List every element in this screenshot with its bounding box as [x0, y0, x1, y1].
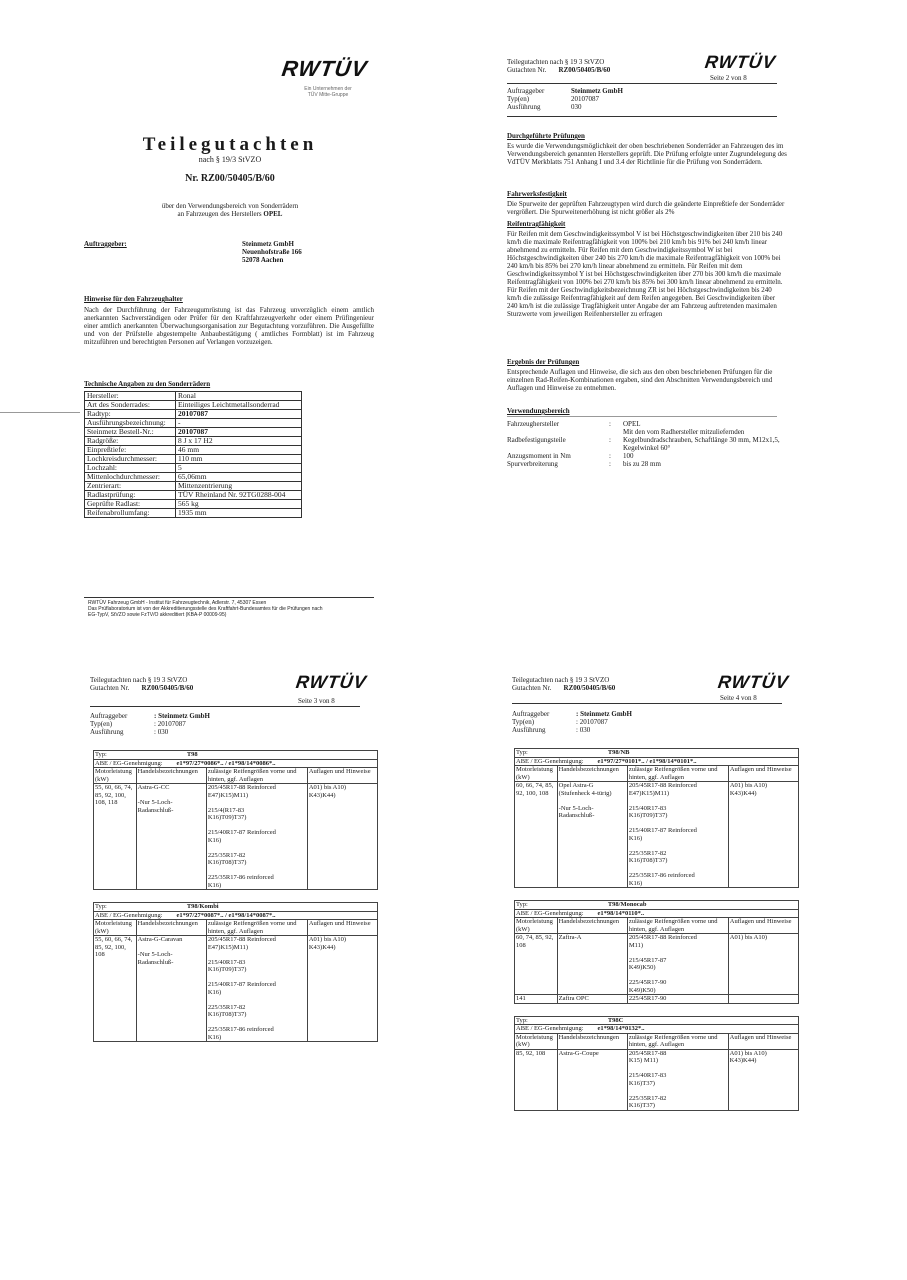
spec-value: 565 kg — [176, 500, 302, 509]
page-2-header — [507, 58, 610, 74]
typ-row — [94, 751, 378, 760]
column-header: Auflagen und Hinweise — [307, 920, 377, 936]
client-address — [242, 240, 302, 264]
tire-load-text: Für Reifen mit dem Geschwindigkeitssymbol V ist bei Höchstgeschwindigkeiten über 210 bis 240 km/h die maximale Reifentragfähigkeit von 100% bei 210 km/h bis 91% bei 240 km/h linear abnehmend zu ermitteln. Für Reifen mit dem Geschwindigkeitssymbol W ist bei Höchstgeschwindigkeiten über 240 bis 270 km/h die maximale Reifentragfähigkeit von 100% bei 240 km/h bis 85% bei 270 km/h linear abnehmend zu ermitteln. Für Reifen mit dem Geschwindigkeitssymbol Y ist bei Höchstgeschwindigkeiten über 270 bis 300 km/h die maximale Reifentragfähigkeit von 100% bei 270 km/h bis 85% bei 300 km/h linear abnehmend zu ermitteln. Für Reifen mit der Geschwindigkeitsbezeichnung ZR ist bei Höchstgeschwindigkeiten bis 240 km/h die zulässige Reifentragfähigkeit auf dem Reifen angegeben. Bei Geschwindigkeiten über 240 km/h ist die zulässige Tragfähigkeit unter Angabe der am Fahrzeug auftretenden maximalen Sturzwerte vom jeweiligen Reifenhersteller zu erfragen — [507, 230, 783, 318]
usage-row — [507, 420, 787, 428]
column-header: zulässige Reifengrößen vorne und hinten, ggf. Auflagen — [206, 920, 307, 936]
meta-label: Auftraggeber — [512, 710, 550, 718]
meta-value: : 030 — [154, 728, 169, 736]
chassis-heading: Fahrwerksfestigkeit — [507, 190, 567, 198]
page-2 — [500, 52, 800, 492]
table-row — [515, 1049, 799, 1110]
spec-label: Radtyp: — [85, 410, 176, 419]
spec-value: 65,06mm — [176, 473, 302, 482]
spec-value: Mittenzentrierung — [176, 482, 302, 491]
column-header: Motorleistung (kW) — [515, 766, 558, 782]
meta-row — [90, 720, 212, 728]
abe-row — [94, 759, 378, 768]
cell-tires: 205/45R17-88 Reinforced E47)K15)M11) 215/40R17-83 K16)T09)T37) 215/40R17-87 Reinforced K16) 225/35R17-82 K16)T08)T37) 225/35R17-86 reinforced K16) — [627, 782, 728, 888]
spec-label: Ausführungsbezeichnung: — [85, 419, 176, 428]
client-name: Steinmetz GmbH — [242, 240, 294, 248]
client-street: Neuenhofstraße 166 — [242, 248, 302, 256]
typ-value: T98 — [186, 751, 198, 758]
column-header: Handelsbezeichnungen — [557, 918, 627, 934]
typ-label: Typ: — [516, 901, 528, 908]
document-title: Teilegutachten — [142, 134, 318, 155]
usage-value: 100 — [623, 452, 634, 460]
header-rule — [507, 83, 777, 84]
meta-table — [507, 87, 625, 111]
table-row — [94, 936, 378, 1042]
abe-value: e1*97/27*0101*.. / e1*98/14*0101*.. — [597, 757, 697, 765]
meta-row — [90, 728, 212, 736]
usage-value: Mit den vom Radhersteller mitzuliefernden Kegelbundradschrauben, Schaftlänge 30 mm, M12x1,5, Kegelwinkel 60° — [623, 428, 780, 452]
spec-value: 8 J x 17 H2 — [176, 437, 302, 446]
cell-tires: 205/45R17-88 Reinforced E47)K15)M11) 215/4(R17-83 K16)T09)T37) 215/40R17-87 Reinforced K16) 225/35R17-82 K16)T08)T37) 225/35R17-86 reinforced K16) — [206, 784, 307, 890]
meta-label: Typ(en) — [512, 718, 535, 726]
column-header: Handelsbezeichnungen — [557, 1033, 627, 1049]
rwtuv-logo: RWTÜV — [280, 56, 370, 81]
typ-row — [515, 749, 799, 758]
typ-row — [515, 1016, 799, 1025]
typ-label: Typ: — [95, 751, 107, 758]
abe-cell — [515, 757, 799, 766]
abe-row — [515, 757, 799, 766]
spec-label: Lochkreisdurchmesser: — [85, 455, 176, 464]
abe-value: e1*97/27*0087*.. / e1*98/14*0087*.. — [176, 911, 276, 919]
typ-cell — [515, 749, 799, 758]
chassis-text: Die Spurweite der geprüften Fahrzeugtypen wird durch die geänderte Einpreßtiefe der Sonderräder vergrößert. Die Spurweitenerhöhung ist nicht größer als 2% — [507, 200, 785, 216]
document-description — [130, 202, 330, 218]
typ-value: T98C — [607, 1016, 624, 1024]
header-title: Teilegutachten nach § 19 3 StVZO — [90, 676, 188, 684]
page-4 — [510, 668, 810, 1168]
abe-label: ABE / EG-Genehmigung: — [95, 911, 163, 919]
meta-table — [90, 712, 212, 736]
spec-row — [85, 509, 302, 518]
tire-load-heading: Reifentragfähigkeit — [507, 220, 566, 228]
usage-value: bis zu 28 mm — [623, 460, 661, 468]
vehicle-table — [514, 748, 799, 888]
vehicle-table — [514, 900, 799, 1004]
cell-kw: 60, 66, 74, 85, 92, 100, 108 — [515, 782, 558, 888]
spec-value: 110 mm — [176, 455, 302, 464]
cell-tires: 205/45R17-88 K15) M11) 215/40R17-83 K16)T37) 225/35R17-82 K16)T37) — [627, 1049, 728, 1110]
column-header-row — [515, 1033, 799, 1049]
description-line-1: über den Verwendungsbereich von Sonderrädern — [161, 202, 299, 210]
usage-label: Radbefestigungsteile — [507, 436, 566, 444]
table-row — [515, 995, 799, 1004]
spec-row — [85, 455, 302, 464]
brand-name: OPEL — [263, 210, 283, 218]
tests-heading: Durchgeführte Prüfungen — [507, 132, 585, 140]
vehicle-tables — [514, 748, 804, 1123]
typ-label: Typ: — [516, 749, 528, 756]
footer-line-2: Das Prüflaboratorium ist von der Akkreditierungsstelle des Kraftfahrt-Bundesamtes für die Prüfungen nach — [88, 606, 323, 612]
usage-value: OPEL — [623, 420, 641, 428]
spec-heading: Technische Angaben zu den Sonderrädern — [84, 380, 211, 388]
cell-name: Astra-G-Coupe — [557, 1049, 627, 1110]
cell-name: Zafira-A — [557, 934, 627, 995]
page-3-header — [90, 676, 193, 692]
usage-heading: Verwendungsbereich — [507, 407, 570, 415]
abe-value: e1*97/27*0086*.. / e1*98/14*0086*.. — [176, 759, 276, 767]
vehicle-tables — [93, 750, 383, 1054]
cell-notes: A01) bis A10) — [728, 934, 798, 995]
vehicle-table — [514, 1016, 799, 1111]
usage-rule — [507, 416, 777, 417]
abe-cell — [94, 911, 378, 920]
spec-value: Ronal — [176, 392, 302, 401]
notes-text: Nach der Durchführung der Fahrzeugumrüstung ist das Fahrzeug unverzüglich einem amtlich anerkannten Sachverständigen oder Prüfer für den Kraftfahrzeugverkehr oder einem Prüfingenieur einer amtlich anerkannten Überwachungsorganisation zur Begutachtung vorzuführen. Die Ausgefüllte und von der Prüfstelle abgestempelte Anbaubestätigung ( amtliches Formblatt) ist im Fahrzeug mitzuführen und berechtigten Personen auf Verlangen vorzuzeigen. — [84, 306, 374, 346]
spec-label: Einpreßtiefe: — [85, 446, 176, 455]
cell-notes: A01) bis A10) K43)K44) — [728, 782, 798, 888]
cell-kw: 60, 74, 85, 92, 108 — [515, 934, 558, 995]
meta-value: 20107087 — [571, 95, 599, 103]
meta-row — [512, 726, 634, 734]
spec-label: Radgröße: — [85, 437, 176, 446]
description-line-2: an Fahrzeugen des Herstellers — [177, 210, 262, 218]
page-3 — [88, 668, 388, 1088]
column-header: Motorleistung (kW) — [94, 768, 137, 784]
page-1 — [70, 40, 400, 630]
spec-value: 20107087 — [176, 428, 302, 437]
abe-label: ABE / EG-Genehmigung: — [516, 757, 584, 765]
usage-colon: : — [609, 452, 611, 460]
header-rule — [512, 703, 782, 704]
cell-notes: A01) bis A10) K43)K44) — [728, 1049, 798, 1110]
column-header: zulässige Reifengrößen vorne und hinten, ggf. Auflagen — [627, 1033, 728, 1049]
usage-label: Spurverbreiterung — [507, 460, 558, 468]
logo-sub-line-1: Ein Unternehmen der — [304, 86, 352, 92]
header-label: Gutachten Nr. — [90, 684, 130, 692]
abe-cell — [515, 1025, 799, 1034]
meta-value: Steinmetz GmbH — [571, 87, 623, 95]
meta-label: Ausführung — [90, 728, 124, 736]
cell-notes — [728, 995, 798, 1004]
spec-label: Zentrierart: — [85, 482, 176, 491]
usage-table — [507, 420, 787, 468]
meta-row — [512, 710, 634, 718]
meta-rule — [507, 116, 777, 117]
spec-value: 46 mm — [176, 446, 302, 455]
spec-value: TÜV Rheinland Nr. 92TG0288-004 — [176, 491, 302, 500]
cell-name: Astra-G-CC -Nur 5-Loch-Radanschluß- — [136, 784, 206, 890]
typ-cell — [515, 901, 799, 910]
column-header-row — [515, 766, 799, 782]
meta-label: Ausführung — [512, 726, 546, 734]
column-header: Handelsbezeichnungen — [557, 766, 627, 782]
typ-value: T98/Monocab — [607, 901, 647, 908]
meta-value: : 20107087 — [576, 718, 608, 726]
spec-value: 20107087 — [176, 410, 302, 419]
meta-row — [507, 95, 625, 103]
cell-name: Opel Astra-G (Stufenheck 4-türig) -Nur 5-Loch-Radanschluß- — [557, 782, 627, 888]
spec-value: - — [176, 419, 302, 428]
cell-kw: 55, 60, 66, 74, 85, 92, 100, 108, 118 — [94, 784, 137, 890]
abe-value: e1*98/14*0110*.. — [597, 909, 645, 917]
meta-label: Auftraggeber — [507, 87, 545, 95]
meta-row — [512, 718, 634, 726]
result-heading: Ergebnis der Prüfungen — [507, 358, 580, 366]
rwtuv-logo: RWTÜV — [294, 672, 369, 692]
column-header: Motorleistung (kW) — [515, 918, 558, 934]
cell-notes: A01) bis A10) K43)K44) — [307, 784, 377, 890]
column-header-row — [94, 920, 378, 936]
table-row — [94, 784, 378, 890]
column-header: Motorleistung (kW) — [94, 920, 137, 936]
meta-table — [512, 710, 634, 734]
spec-value: Einteiliges Leichtmetallsonderrad — [176, 401, 302, 410]
footer-line-1: RWTÜV Fahrzeug GmbH - Institut für Fahrzeugtechnik, Adlerstr. 7, 45307 Essen — [88, 600, 267, 606]
column-header: zulässige Reifengrößen vorne und hinten, ggf. Auflagen — [206, 768, 307, 784]
footer-line-3: EG-TypV, StVZO sowie FzTV/O akkreditiert (KBA-P 00009-95) — [88, 612, 227, 618]
typ-cell — [94, 903, 378, 912]
abe-label: ABE / EG-Genehmigung: — [516, 1025, 584, 1032]
cell-tires: 225/45R17-90 — [627, 995, 728, 1004]
meta-row — [90, 712, 212, 720]
client-city: 52078 Aachen — [242, 256, 284, 264]
spec-label: Art des Sonderrades: — [85, 401, 176, 410]
meta-value: 030 — [571, 103, 582, 111]
cell-notes: A01) bis A10) K43)K44) — [307, 936, 377, 1042]
scan-artifact-line — [0, 412, 80, 413]
column-header-row — [515, 918, 799, 934]
cell-tires: 205/45R17-88 Reinforced M11) 215/45R17-87 K49)K50) 225/45R17-90 K49)K50) — [627, 934, 728, 995]
typ-value: T98/NB — [607, 749, 630, 756]
meta-value: : Steinmetz GmbH — [576, 710, 632, 718]
spec-label: Lochzahl: — [85, 464, 176, 473]
abe-row — [94, 911, 378, 920]
usage-colon: : — [609, 420, 611, 428]
usage-colon: : — [609, 436, 611, 444]
header-title: Teilegutachten nach § 19 3 StVZO — [507, 58, 605, 66]
meta-row — [507, 87, 625, 95]
page-4-header — [512, 676, 615, 692]
vehicle-table — [93, 902, 378, 1042]
column-header: Handelsbezeichnungen — [136, 920, 206, 936]
usage-colon: : — [609, 460, 611, 468]
logo-subtitle — [288, 86, 368, 98]
cell-tires: 205/45R17-88 Reinforced E47)K15)M11) 215/40R17-83 K16)T09)T37) 215/40R17-87 Reinforced K16) 225/35R17-82 K16)T08)T37) 225/35R17-86 reinforced K16) — [206, 936, 307, 1042]
document-number: Nr. RZ00/50405/B/60 — [185, 173, 275, 184]
spec-label: Reifenabrollumfang: — [85, 509, 176, 518]
page-number: Seite 4 von 8 — [720, 694, 757, 702]
page-number: Seite 3 von 8 — [298, 697, 335, 705]
spec-value: 5 — [176, 464, 302, 473]
cell-name: Zafira OPC — [557, 995, 627, 1004]
client-label: Auftraggeber: — [84, 240, 127, 248]
meta-value: : 030 — [576, 726, 591, 734]
column-header: Auflagen und Hinweise — [307, 768, 377, 784]
meta-value: : 20107087 — [154, 720, 186, 728]
usage-label: Fahrzeughersteller — [507, 420, 560, 428]
header-title: Teilegutachten nach § 19 3 StVZO — [512, 676, 610, 684]
abe-cell — [94, 759, 378, 768]
header-label: Gutachten Nr. — [512, 684, 552, 692]
header-number: RZ00/50405/B/60 — [563, 684, 616, 692]
meta-value: : Steinmetz GmbH — [154, 712, 210, 720]
result-text: Entsprechende Auflagen und Hinweise, die sich aus den oben beschriebenen Prüfungen für die einzelnen Rad-Reifen-Kombinationen ergaben, sind den Abschnitten Verwendungsbereich und Auflagen und Hinweise zu entnehmen. — [507, 368, 773, 392]
abe-label: ABE / EG-Genehmigung: — [516, 909, 584, 917]
document-subtitle: nach § 19/3 StVZO — [198, 155, 262, 164]
typ-label: Typ: — [516, 1016, 528, 1024]
typ-label: Typ: — [95, 903, 107, 910]
spec-label: Radlastprüfung: — [85, 491, 176, 500]
rwtuv-logo: RWTÜV — [703, 52, 778, 72]
abe-value: e1*98/14*0132*.. — [597, 1025, 645, 1032]
spec-label: Steinmetz Bestell-Nr.: — [85, 428, 176, 437]
abe-row — [515, 1025, 799, 1034]
meta-label: Ausführung — [507, 103, 541, 111]
spec-label: Geprüfte Radlast: — [85, 500, 176, 509]
abe-cell — [515, 909, 799, 918]
typ-cell — [94, 751, 378, 760]
usage-row — [507, 460, 787, 468]
meta-label: Typ(en) — [90, 720, 113, 728]
column-header: Auflagen und Hinweise — [728, 918, 798, 934]
typ-row — [94, 903, 378, 912]
vehicle-table — [93, 750, 378, 890]
logo-sub-line-2: TÜV Mitte-Gruppe — [307, 92, 349, 98]
rwtuv-logo: RWTÜV — [716, 672, 791, 692]
spec-value: 1935 mm — [176, 509, 302, 518]
cell-kw: 85, 92, 108 — [515, 1049, 558, 1110]
meta-row — [507, 103, 625, 111]
tests-text: Es wurde die Verwendungsmöglichkeit der oben beschriebenen Sonderräder an Fahrzeugen des im Verwendungsbereich genannten Herstellers geprüft. Die Prüfung erfolgte unter Zugrundelegung des VdTÜV Merkblatts 751 Anhang I und 3.4 der Richtlinie für die Prüfung von Sonderrädern. — [507, 142, 787, 166]
usage-row — [507, 452, 787, 460]
usage-row — [507, 428, 787, 452]
spec-table — [84, 391, 302, 518]
usage-label: Anzugsmoment in Nm — [507, 452, 571, 460]
page-number: Seite 2 von 8 — [710, 74, 747, 82]
meta-label: Typ(en) — [507, 95, 530, 103]
typ-row — [515, 901, 799, 910]
spec-label: Mittenlochdurchmesser: — [85, 473, 176, 482]
table-row — [515, 782, 799, 888]
footer-rule — [84, 597, 374, 598]
column-header: Auflagen und Hinweise — [728, 1033, 798, 1049]
cell-kw: 141 — [515, 995, 558, 1004]
column-header: Auflagen und Hinweise — [728, 766, 798, 782]
column-header: zulässige Reifengrößen vorne und hinten, ggf. Auflagen — [627, 766, 728, 782]
header-label: Gutachten Nr. — [507, 66, 547, 74]
header-number: RZ00/50405/B/60 — [558, 66, 611, 74]
typ-value: T98/Kombi — [186, 903, 219, 910]
abe-label: ABE / EG-Genehmigung: — [95, 759, 163, 767]
column-header: Motorleistung (kW) — [515, 1033, 558, 1049]
column-header: zulässige Reifengrößen vorne und hinten, ggf. Auflagen — [627, 918, 728, 934]
footer — [88, 600, 378, 618]
abe-row — [515, 909, 799, 918]
header-rule — [90, 706, 360, 707]
header-number: RZ00/50405/B/60 — [141, 684, 194, 692]
typ-cell — [515, 1016, 799, 1025]
cell-kw: 55, 60, 66, 74, 85, 92, 100, 108 — [94, 936, 137, 1042]
column-header: Handelsbezeichnungen — [136, 768, 206, 784]
table-row — [515, 934, 799, 995]
column-header-row — [94, 768, 378, 784]
meta-label: Auftraggeber — [90, 712, 128, 720]
notes-heading: Hinweise für den Fahrzeughalter — [84, 295, 183, 303]
cell-name: Astra-G-Caravan -Nur 5-Loch-Radanschluß- — [136, 936, 206, 1042]
spec-label: Hersteller: — [85, 392, 176, 401]
